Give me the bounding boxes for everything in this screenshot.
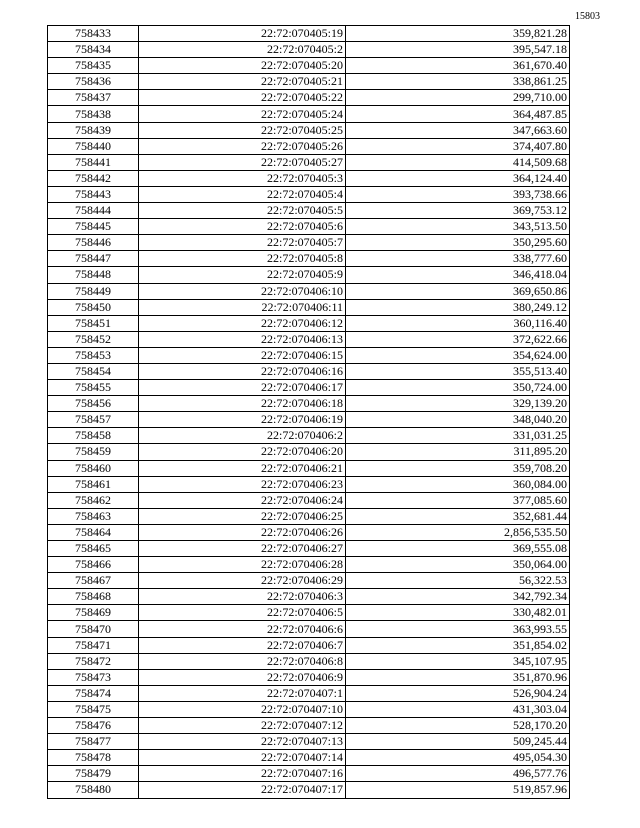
table-row (48, 235, 570, 251)
table-row (48, 267, 570, 283)
cadastral-value-cell: 359,708.20 (346, 460, 570, 476)
cadastral-number-cell: 22:72:070406:19 (139, 412, 346, 428)
table-row (48, 154, 570, 170)
row-number-cell: 758453 (48, 347, 139, 363)
cadastral-number-cell: 22:72:070405:19 (139, 26, 346, 42)
cadastral-value-cell: 414,509.68 (346, 154, 570, 170)
cadastral-number-cell: 22:72:070405:25 (139, 122, 346, 138)
cadastral-number-cell: 22:72:070406:17 (139, 380, 346, 396)
table-row (48, 122, 570, 138)
table-row (48, 718, 570, 734)
row-number-cell: 758460 (48, 460, 139, 476)
cadastral-number-cell: 22:72:070405:6 (139, 219, 346, 235)
cadastral-value-cell: 330,482.01 (346, 605, 570, 621)
table-row (48, 492, 570, 508)
cadastral-number-cell: 22:72:070407:14 (139, 750, 346, 766)
cadastral-value-cell: 347,663.60 (346, 122, 570, 138)
table-body (48, 26, 570, 799)
cadastral-value-cell: 338,777.60 (346, 251, 570, 267)
cadastral-value-cell: 377,085.60 (346, 492, 570, 508)
cadastral-value-cell: 395,547.18 (346, 42, 570, 58)
table-row (48, 750, 570, 766)
cadastral-value-cell: 495,054.30 (346, 750, 570, 766)
row-number-cell: 758470 (48, 621, 139, 637)
table-row (48, 106, 570, 122)
cadastral-number-cell: 22:72:070405:4 (139, 186, 346, 202)
cadastral-number-cell: 22:72:070406:10 (139, 283, 346, 299)
table-row (48, 26, 570, 42)
cadastral-number-cell: 22:72:070406:2 (139, 428, 346, 444)
cadastral-value-cell: 343,513.50 (346, 219, 570, 235)
table-row (48, 573, 570, 589)
table-row (48, 412, 570, 428)
cadastral-number-cell: 22:72:070406:18 (139, 396, 346, 412)
cadastral-value-cell: 509,245.44 (346, 734, 570, 750)
table-row (48, 476, 570, 492)
cadastral-number-cell: 22:72:070406:21 (139, 460, 346, 476)
row-number-cell: 758457 (48, 412, 139, 428)
cadastral-value-cell: 496,577.76 (346, 766, 570, 782)
row-number-cell: 758480 (48, 782, 139, 798)
cadastral-value-cell: 299,710.00 (346, 90, 570, 106)
row-number-cell: 758462 (48, 492, 139, 508)
cadastral-value-cell: 56,322.53 (346, 573, 570, 589)
row-number-cell: 758461 (48, 476, 139, 492)
row-number-cell: 758446 (48, 235, 139, 251)
row-number-cell: 758443 (48, 186, 139, 202)
table-row (48, 138, 570, 154)
cadastral-value-cell: 354,624.00 (346, 347, 570, 363)
cadastral-value-cell: 352,681.44 (346, 508, 570, 524)
cadastral-number-cell: 22:72:070406:9 (139, 669, 346, 685)
cadastral-number-cell: 22:72:070406:13 (139, 331, 346, 347)
cadastral-number-cell: 22:72:070406:16 (139, 363, 346, 379)
cadastral-value-cell: 374,407.80 (346, 138, 570, 154)
table-row (48, 589, 570, 605)
cadastral-value-cell: 351,854.02 (346, 637, 570, 653)
table-row (48, 653, 570, 669)
cadastral-number-cell: 22:72:070407:17 (139, 782, 346, 798)
row-number-cell: 758465 (48, 541, 139, 557)
cadastral-number-cell: 22:72:070405:26 (139, 138, 346, 154)
table-row (48, 74, 570, 90)
row-number-cell: 758454 (48, 363, 139, 379)
row-number-cell: 758466 (48, 557, 139, 573)
cadastral-number-cell: 22:72:070406:24 (139, 492, 346, 508)
cadastral-number-cell: 22:72:070406:5 (139, 605, 346, 621)
row-number-cell: 758459 (48, 444, 139, 460)
row-number-cell: 758478 (48, 750, 139, 766)
row-number-cell: 758452 (48, 331, 139, 347)
table-row (48, 734, 570, 750)
row-number-cell: 758479 (48, 766, 139, 782)
row-number-cell: 758450 (48, 299, 139, 315)
row-number-cell: 758440 (48, 138, 139, 154)
cadastral-value-cell: 331,031.25 (346, 428, 570, 444)
row-number-cell: 758471 (48, 637, 139, 653)
table-row (48, 203, 570, 219)
row-number-cell: 758473 (48, 669, 139, 685)
cadastral-value-cell: 364,124.40 (346, 170, 570, 186)
row-number-cell: 758449 (48, 283, 139, 299)
table-row (48, 315, 570, 331)
cadastral-number-cell: 22:72:070406:11 (139, 299, 346, 315)
cadastral-value-cell: 360,084.00 (346, 476, 570, 492)
cadastral-value-cell: 526,904.24 (346, 685, 570, 701)
table-row (48, 251, 570, 267)
cadastral-number-cell: 22:72:070405:5 (139, 203, 346, 219)
table-row (48, 460, 570, 476)
cadastral-number-cell: 22:72:070405:24 (139, 106, 346, 122)
cadastral-number-cell: 22:72:070406:20 (139, 444, 346, 460)
cadastral-value-cell: 342,792.34 (346, 589, 570, 605)
row-number-cell: 758469 (48, 605, 139, 621)
cadastral-value-cell: 369,753.12 (346, 203, 570, 219)
table-row (48, 782, 570, 798)
cadastral-value-cell: 350,295.60 (346, 235, 570, 251)
cadastral-value-cell: 380,249.12 (346, 299, 570, 315)
cadastral-value-cell: 359,821.28 (346, 26, 570, 42)
table-row (48, 283, 570, 299)
cadastral-number-cell: 22:72:070405:7 (139, 235, 346, 251)
table-row (48, 541, 570, 557)
cadastral-number-cell: 22:72:070406:26 (139, 524, 346, 540)
cadastral-value-cell: 329,139.20 (346, 396, 570, 412)
cadastral-number-cell: 22:72:070406:6 (139, 621, 346, 637)
row-number-cell: 758433 (48, 26, 139, 42)
cadastral-number-cell: 22:72:070407:1 (139, 685, 346, 701)
cadastral-number-cell: 22:72:070405:27 (139, 154, 346, 170)
cadastral-number-cell: 22:72:070405:20 (139, 58, 346, 74)
row-number-cell: 758441 (48, 154, 139, 170)
cadastral-value-cell: 346,418.04 (346, 267, 570, 283)
cadastral-value-cell: 350,724.00 (346, 380, 570, 396)
table-row (48, 380, 570, 396)
table-row (48, 444, 570, 460)
cadastral-value-cell: 355,513.40 (346, 363, 570, 379)
row-number-cell: 758451 (48, 315, 139, 331)
row-number-cell: 758476 (48, 718, 139, 734)
table-row (48, 557, 570, 573)
row-number-cell: 758458 (48, 428, 139, 444)
table-row (48, 669, 570, 685)
cadastral-number-cell: 22:72:070405:2 (139, 42, 346, 58)
cadastral-number-cell: 22:72:070405:3 (139, 170, 346, 186)
table-row (48, 428, 570, 444)
row-number-cell: 758445 (48, 219, 139, 235)
row-number-cell: 758436 (48, 74, 139, 90)
cadastral-value-cell: 351,870.96 (346, 669, 570, 685)
cadastral-number-cell: 22:72:070407:16 (139, 766, 346, 782)
cadastral-value-cell: 369,555.08 (346, 541, 570, 557)
table-row (48, 605, 570, 621)
cadastral-value-cell: 360,116.40 (346, 315, 570, 331)
row-number-cell: 758463 (48, 508, 139, 524)
row-number-cell: 758442 (48, 170, 139, 186)
cadastral-value-cell: 519,857.96 (346, 782, 570, 798)
cadastral-number-cell: 22:72:070407:13 (139, 734, 346, 750)
row-number-cell: 758438 (48, 106, 139, 122)
table-row (48, 186, 570, 202)
cadastral-number-cell: 22:72:070406:29 (139, 573, 346, 589)
table-row (48, 363, 570, 379)
row-number-cell: 758437 (48, 90, 139, 106)
cadastral-value-cell: 311,895.20 (346, 444, 570, 460)
page-number: 15803 (575, 11, 600, 22)
table-row (48, 58, 570, 74)
cadastral-number-cell: 22:72:070405:21 (139, 74, 346, 90)
row-number-cell: 758468 (48, 589, 139, 605)
table-row (48, 637, 570, 653)
cadastral-number-cell: 22:72:070405:22 (139, 90, 346, 106)
row-number-cell: 758447 (48, 251, 139, 267)
table-row (48, 90, 570, 106)
cadastral-value-cell: 372,622.66 (346, 331, 570, 347)
row-number-cell: 758464 (48, 524, 139, 540)
cadastral-number-cell: 22:72:070406:15 (139, 347, 346, 363)
row-number-cell: 758444 (48, 203, 139, 219)
cadastral-value-cell: 431,303.04 (346, 701, 570, 717)
table-row (48, 396, 570, 412)
cadastral-number-cell: 22:72:070406:7 (139, 637, 346, 653)
cadastral-value-cell: 364,487.85 (346, 106, 570, 122)
cadastral-value-table (47, 25, 570, 799)
cadastral-value-cell: 338,861.25 (346, 74, 570, 90)
row-number-cell: 758435 (48, 58, 139, 74)
row-number-cell: 758448 (48, 267, 139, 283)
cadastral-value-cell: 528,170.20 (346, 718, 570, 734)
cadastral-number-cell: 22:72:070406:12 (139, 315, 346, 331)
cadastral-value-cell: 363,993.55 (346, 621, 570, 637)
cadastral-value-cell: 361,670.40 (346, 58, 570, 74)
cadastral-value-cell: 348,040.20 (346, 412, 570, 428)
cadastral-number-cell: 22:72:070405:8 (139, 251, 346, 267)
table-row (48, 42, 570, 58)
row-number-cell: 758474 (48, 685, 139, 701)
cadastral-number-cell: 22:72:070406:8 (139, 653, 346, 669)
row-number-cell: 758439 (48, 122, 139, 138)
table-row (48, 331, 570, 347)
cadastral-number-cell: 22:72:070406:25 (139, 508, 346, 524)
cadastral-number-cell: 22:72:070407:10 (139, 701, 346, 717)
cadastral-value-cell: 345,107.95 (346, 653, 570, 669)
table-row (48, 621, 570, 637)
row-number-cell: 758472 (48, 653, 139, 669)
cadastral-number-cell: 22:72:070406:27 (139, 541, 346, 557)
cadastral-number-cell: 22:72:070406:28 (139, 557, 346, 573)
row-number-cell: 758455 (48, 380, 139, 396)
row-number-cell: 758434 (48, 42, 139, 58)
cadastral-number-cell: 22:72:070406:23 (139, 476, 346, 492)
table-row (48, 347, 570, 363)
table-row (48, 766, 570, 782)
table-row (48, 685, 570, 701)
table-row (48, 299, 570, 315)
cadastral-value-cell: 2,856,535.50 (346, 524, 570, 540)
table-row (48, 170, 570, 186)
row-number-cell: 758475 (48, 701, 139, 717)
cadastral-value-cell: 393,738.66 (346, 186, 570, 202)
cadastral-value-cell: 369,650.86 (346, 283, 570, 299)
cadastral-number-cell: 22:72:070406:3 (139, 589, 346, 605)
cadastral-value-cell: 350,064.00 (346, 557, 570, 573)
table-row (48, 524, 570, 540)
row-number-cell: 758477 (48, 734, 139, 750)
table-row (48, 508, 570, 524)
cadastral-number-cell: 22:72:070407:12 (139, 718, 346, 734)
cadastral-number-cell: 22:72:070405:9 (139, 267, 346, 283)
table-row (48, 701, 570, 717)
table-row (48, 219, 570, 235)
row-number-cell: 758456 (48, 396, 139, 412)
row-number-cell: 758467 (48, 573, 139, 589)
